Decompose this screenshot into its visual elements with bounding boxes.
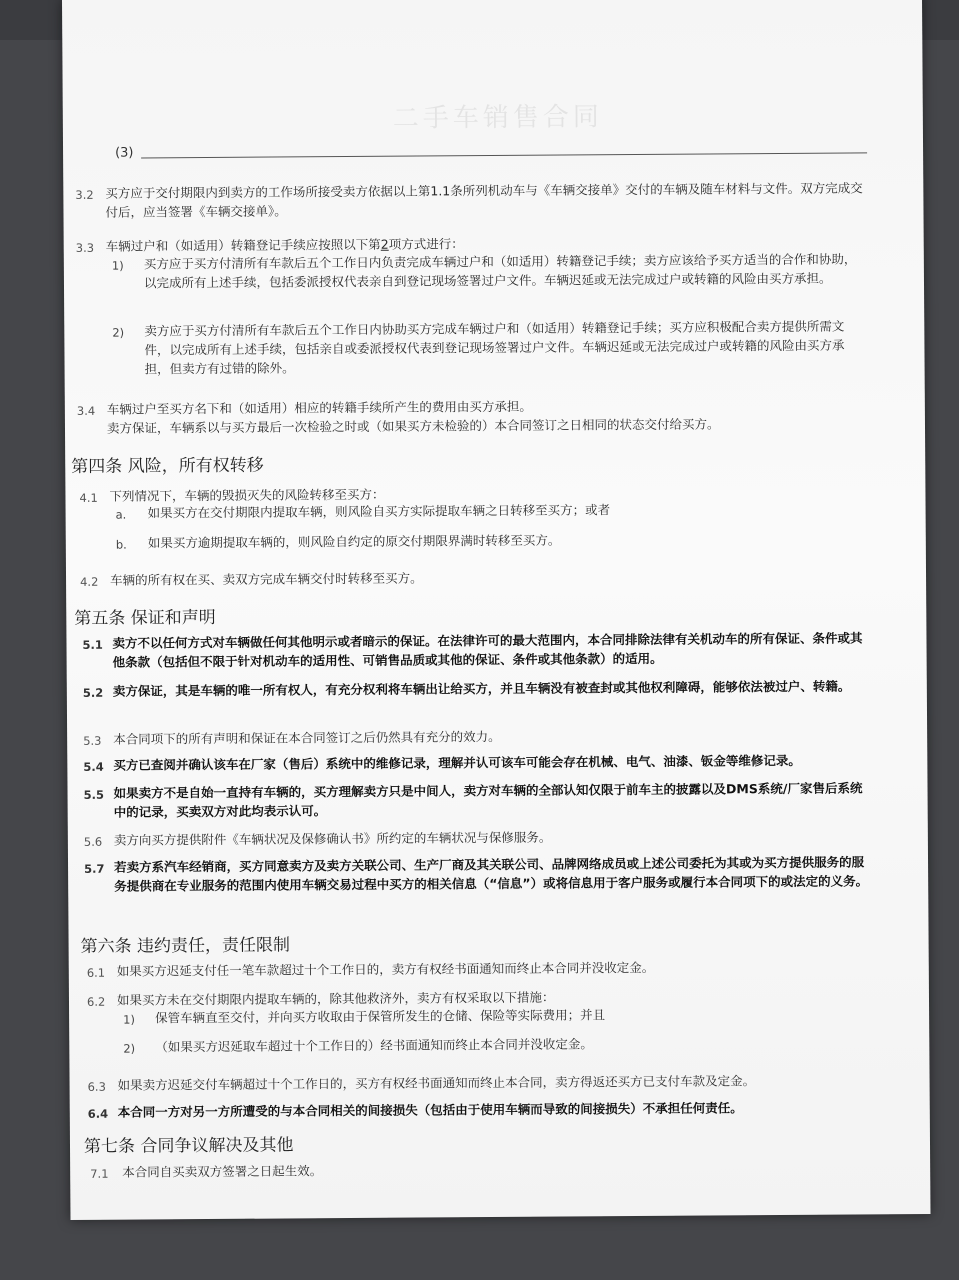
- sub-item-number: 1): [111, 258, 124, 273]
- clause-number: 5.4: [83, 759, 104, 774]
- section-heading-4: 第四条 风险，所有权转移: [71, 455, 264, 477]
- clause-5-7: 若卖方系汽车经销商，买方同意卖方及卖方关联公司、生产厂商及其关联公司、品牌网络成员或上述公司委托为其或为买方提供服务的服务提供商在专业服务的范围内使用车辆交易过程中买方的相关信息（“信息”）或将信息用于客户服务或履行本合同项下的或法定的义务。: [114, 854, 869, 894]
- item-3-blank-line: [141, 152, 867, 158]
- clause-number: 4.1: [79, 490, 98, 505]
- clause-number: 6.3: [87, 1079, 106, 1094]
- bleed-through-title: 二手车销售合同: [392, 102, 603, 134]
- clause-number: 6.4: [87, 1106, 109, 1121]
- clause-4-1: 下列情况下，车辆的毁损灭失的风险转移至买方：: [109, 486, 385, 504]
- clause-5-4: 买方已查阅并确认该车在厂家（售后）系统中的维修记录，理解并认可该车可能会存在机械、电气、油漆、钣金等维修记录。: [113, 752, 801, 773]
- clause-number: 5.6: [83, 834, 103, 849]
- clause-number: 5.5: [83, 787, 104, 802]
- clause-number: 6.1: [86, 965, 106, 980]
- clause-7-1: 本合同自买卖双方签署之日起生效。: [122, 1163, 323, 1180]
- clause-number: 6.2: [86, 994, 106, 1009]
- clause-number: 4.2: [80, 574, 99, 589]
- clause-number: 3.4: [76, 403, 96, 418]
- clause-5-1: 卖方不以任何方式对车辆做任何其他明示或者暗示的保证。在法律许可的最大范围内，本合同排除法律有关机动车的所有保证、条件或其他条款（包括但不限于针对机动车的适用性、可销售品质或其他的保证、条件或其他条款）的适用。: [112, 630, 863, 670]
- section-heading-6: 第六条 违约责任，责任限制: [80, 935, 291, 957]
- clause-number: 7.1: [90, 1166, 109, 1181]
- sub-item-number: 2): [112, 325, 125, 340]
- clause-4-1-item-a: 如果买方在交付期限内提取车辆，则风险自买方实际提取车辆之日转移至买方；或者: [147, 502, 611, 521]
- clause-3-4-warranty: 卖方保证，车辆系以与买方最后一次检验之时或（如果买方未检验的）本合同签订之日相同的状态交付给买方。: [106, 416, 720, 436]
- clause-6-2-item-2: （如果买方迟延取车超过十个工作日的）经书面通知而终止本合同并没收定金。: [155, 1036, 593, 1055]
- clause-number: 5.7: [84, 861, 105, 876]
- clause-6-4: 本合同一方对另一方所遭受的与本合同相关的间接损失（包括由于使用车辆而导致的间接损失）不承担任何责任。: [117, 1100, 743, 1120]
- clause-3-3-text-a: 车辆过户和（如适用）转籍登记手续应按照以下第: [105, 236, 381, 254]
- clause-number: 3.3: [75, 240, 95, 255]
- section-heading-5: 第五条 保证和声明: [74, 607, 216, 629]
- clause-3-3-item-2: 卖方应于买方付清所有车款后五个工作日内协助买方完成车辆过户和（如适用）转籍登记手续；买方应积极配合卖方提供所需文件，以完成所有上述手续，包括亲自或委派授权代表到登记现场签署过户文件。车辆迟延或无法完成过户或转籍的风险由买方承担，但卖方有过错的除外。: [144, 318, 845, 377]
- clause-3-4: 车辆过户至买方名下和（如适用）相应的转籍手续所产生的费用由买方承担。: [106, 398, 532, 417]
- clause-3-2: 买方应于交付期限内到卖方的工作场所接受卖方依据以上第1.1条所列机动车与《车辆交接单》交付的车辆及随车材料与文件。双方完成交付后，应当签署《车辆交接单》。: [105, 180, 863, 220]
- clause-4-2: 车辆的所有权在买、卖双方完成车辆交付时转移至买方。: [109, 570, 423, 588]
- contract-page: [62, 0, 930, 1220]
- clause-6-3: 如果卖方迟延交付车辆超过十个工作日的，买方有权经书面通知而终止本合同，卖方得返还买方已支付车款及定金。: [117, 1073, 756, 1093]
- clause-5-6: 卖方向买方提供附件《车辆状况及保修确认书》所约定的车辆状况与保修服务。: [113, 829, 552, 848]
- clause-3-3-item-1: 买方应于买方付清所有车款后五个工作日内负责完成车辆过户和（如适用）转籍登记手续；卖方应该给予买方适当的合作和协助，以完成所有上述手续，包括委派授权代表亲自到登记现场签署过户文件。车辆迟延或无法完成过户或转籍的风险由买方承担。: [143, 251, 857, 291]
- sub-item-number: 2): [123, 1041, 136, 1056]
- clause-6-2: 如果买方未在交付期限内提取车辆的，除其他救济外，卖方有权采取以下措施：: [116, 989, 555, 1008]
- sub-item-number: a.: [115, 507, 127, 522]
- clause-number: 5.1: [82, 637, 103, 652]
- clause-5-2: 卖方保证，其是车辆的唯一所有权人，有充分权利将车辆出让给买方，并且车辆没有被查封或其他权利障碍，能够依法被过户、转籍。: [112, 678, 851, 699]
- section-heading-7: 第七条 合同争议解决及其他: [83, 1135, 294, 1157]
- clause-number: 5.3: [83, 733, 102, 748]
- sub-item-number: b.: [115, 537, 127, 552]
- item-3-label: (3): [115, 145, 134, 161]
- clause-3-3-choice: 2: [380, 236, 389, 252]
- clause-number: 5.2: [82, 685, 104, 700]
- clause-3-3-text-b: 项方式进行：: [388, 236, 464, 252]
- clause-6-2-item-1: 保管车辆直至交付，并向买方收取由于保管所发生的仓储、保险等实际费用；并且: [155, 1007, 606, 1026]
- clause-number: 3.2: [75, 187, 94, 202]
- clause-4-1-item-b: 如果买方逾期提取车辆的，则风险自约定的原交付期限界满时转移至买方。: [147, 532, 561, 551]
- clause-5-3: 本合同项下的所有声明和保证在本合同签订之后仍然具有充分的效力。: [113, 728, 501, 747]
- clause-6-1: 如果买方迟延支付任一笔车款超过十个工作日的，卖方有权经书面通知而终止本合同并没收定金。: [116, 959, 655, 979]
- clause-5-5: 如果卖方不是自始一直持有车辆的，买方理解卖方只是中间人，卖方对车辆的全部认知仅限于前车主的披露以及DMS系统/厂家售后系统中的记录，买卖双方对此均表示认可。: [113, 780, 863, 820]
- sub-item-number: 1): [123, 1012, 135, 1027]
